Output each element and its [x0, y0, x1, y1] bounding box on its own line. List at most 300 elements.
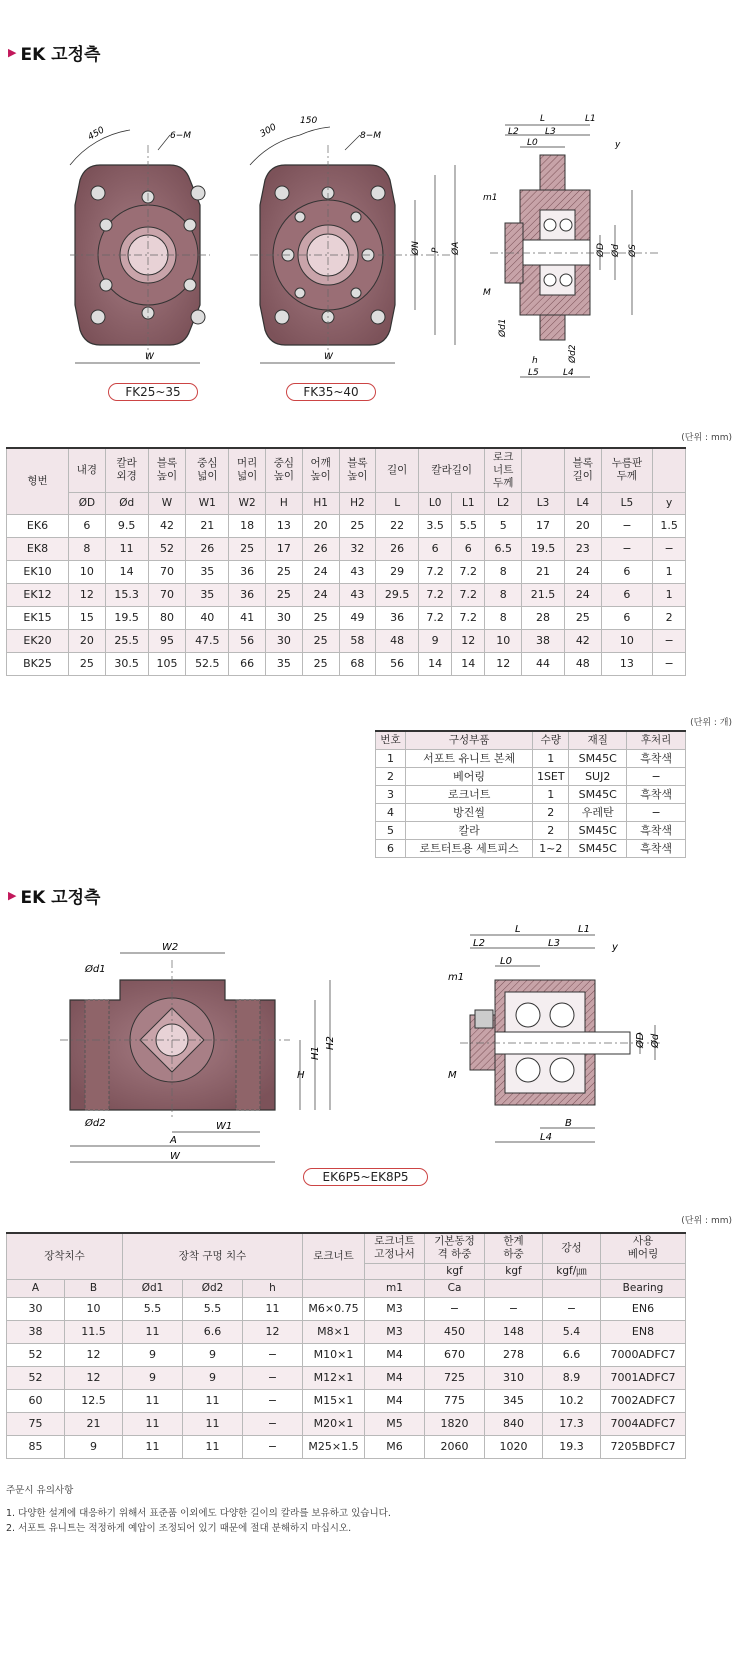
dim-d1-label: Ød1 — [498, 318, 508, 337]
table-cell: 6.5 — [485, 537, 522, 560]
table-row — [7, 629, 686, 652]
table-cell: 2 — [653, 606, 686, 629]
table-cell: 42 — [564, 629, 601, 652]
table-cell: 흑착색 — [627, 749, 686, 767]
table-cell: 56 — [229, 629, 266, 652]
table-cell: M6 — [365, 1435, 425, 1458]
order-notes — [6, 1483, 391, 1536]
ek-side-section-view — [448, 924, 661, 1143]
th-center-height: 중심 높이 — [266, 448, 303, 492]
table-cell: 26 — [376, 537, 419, 560]
th-inner-dia: 내경 — [69, 448, 106, 492]
table-cell: 7.2 — [419, 606, 452, 629]
table-cell: 1 — [376, 749, 406, 767]
table-cell: 1 — [533, 749, 569, 767]
table-cell: 7205BDFC7 — [601, 1435, 686, 1458]
table-cell: 66 — [229, 652, 266, 675]
table-cell: 1 — [653, 583, 686, 606]
mount-spec-table — [6, 1232, 686, 1459]
caption-fk25: FK25~35 — [108, 383, 198, 401]
table-row — [376, 749, 686, 767]
dim-l1-label-2: L1 — [578, 924, 590, 935]
table-cell: 17.3 — [543, 1412, 601, 1435]
table-cell: 1SET — [533, 767, 569, 785]
table-cell: SM45C — [569, 821, 627, 839]
table-cell: − — [601, 537, 652, 560]
table-cell: 11 — [123, 1320, 183, 1343]
table-cell: 24 — [564, 583, 601, 606]
table-cell: M10×1 — [303, 1343, 365, 1366]
table-cell: 52 — [7, 1343, 65, 1366]
table-cell: 12 — [69, 583, 106, 606]
table-cell: 43 — [339, 560, 376, 583]
section-title-2 — [8, 883, 100, 908]
table-cell: 25 — [266, 560, 303, 583]
table-cell: M3 — [365, 1320, 425, 1343]
table-cell: 36 — [229, 560, 266, 583]
table-cell: 20 — [302, 514, 339, 537]
table-cell: 29.5 — [376, 583, 419, 606]
table-cell: 10 — [69, 560, 106, 583]
table-cell: SM45C — [569, 749, 627, 767]
side-section-view — [483, 114, 660, 378]
table-cell: M3 — [365, 1297, 425, 1320]
width-w-label: W — [145, 352, 154, 362]
table-row — [7, 606, 686, 629]
th-shoulder-height: 어깨 높이 — [302, 448, 339, 492]
table-cell: 5.5 — [452, 514, 485, 537]
th-sym-w: W — [148, 492, 186, 514]
th-sym-h2: H2 — [339, 492, 376, 514]
table-cell: 5 — [485, 514, 522, 537]
width-w-label-2: W — [324, 352, 333, 362]
th-blank-3 — [365, 1263, 425, 1279]
th-hole-dim: 장착 구멍 치수 — [123, 1233, 303, 1279]
table-cell: 15.3 — [105, 583, 148, 606]
table-cell: 11 — [105, 537, 148, 560]
table-cell: EK8 — [7, 537, 69, 560]
table-row — [7, 537, 686, 560]
th-collar-length: 칼라길이 — [419, 448, 485, 492]
table-cell: 19.3 — [543, 1435, 601, 1458]
table-cell: 24 — [302, 560, 339, 583]
table-cell: 로크너트 — [405, 785, 532, 803]
th-dynamic-load: 기본동정 격 하중 — [425, 1233, 485, 1263]
table-cell: 25 — [339, 514, 376, 537]
table-cell: 75 — [7, 1412, 65, 1435]
table-cell: 19.5 — [522, 537, 565, 560]
table-cell: 8 — [485, 606, 522, 629]
dim-l1-label: L1 — [585, 114, 596, 124]
table-cell: M4 — [365, 1389, 425, 1412]
section-title-text: EK 고정측 — [20, 45, 101, 65]
th-qty: 수량 — [533, 731, 569, 749]
table-cell: 25 — [302, 629, 339, 652]
table-cell: 흑착색 — [627, 821, 686, 839]
th-sub-blank-2 — [485, 1279, 543, 1297]
table-cell: 20 — [69, 629, 106, 652]
notes-title: 주문시 유의사항 — [6, 1485, 74, 1496]
table-cell: 5 — [376, 821, 406, 839]
th-model: 형번 — [7, 448, 69, 514]
th-plate-thickness: 누름판 두께 — [601, 448, 652, 492]
table-row — [7, 1435, 686, 1458]
dim-da-label: ØA — [451, 241, 461, 255]
table-cell: − — [601, 514, 652, 537]
table-cell: 12 — [452, 629, 485, 652]
table-cell: 9 — [65, 1435, 123, 1458]
table-cell: EK10 — [7, 560, 69, 583]
table-cell: 25 — [229, 537, 266, 560]
table-cell: 25 — [69, 652, 106, 675]
table-cell: EK15 — [7, 606, 69, 629]
th-sub-b: B — [65, 1279, 123, 1297]
table-cell: 14 — [105, 560, 148, 583]
table-cell: 4 — [376, 803, 406, 821]
table-cell: 흑착색 — [627, 839, 686, 857]
drawing-ek6p5 — [0, 920, 740, 1170]
dim-l5-label: L5 — [528, 368, 539, 378]
table-cell: 95 — [148, 629, 186, 652]
drawing-fk-front-side — [0, 105, 740, 405]
table-cell: 24 — [564, 560, 601, 583]
table-cell: 6.6 — [543, 1343, 601, 1366]
table-cell: − — [425, 1297, 485, 1320]
dim-d-label-2: Ød — [650, 1033, 661, 1048]
th-sym-l4: L4 — [564, 492, 601, 514]
th-material: 재질 — [569, 731, 627, 749]
table-cell: 30 — [7, 1297, 65, 1320]
th-blank-4 — [601, 1263, 686, 1279]
dim-l2-label: L2 — [508, 127, 519, 137]
table-cell: 6.6 — [183, 1320, 243, 1343]
triangle-bullet-icon: ▶ — [8, 46, 17, 59]
dim-h2-label: H2 — [325, 1036, 336, 1050]
table-row — [376, 767, 686, 785]
table-cell: 10 — [601, 629, 652, 652]
hole-8m-label: 8−M — [360, 131, 382, 141]
table-cell: 52.5 — [186, 652, 229, 675]
th-sym-h: H — [266, 492, 303, 514]
dim-d-label: Ød — [611, 244, 621, 257]
table-cell: 7.2 — [452, 583, 485, 606]
table-cell: SM45C — [569, 785, 627, 803]
table-cell: BK25 — [7, 652, 69, 675]
th-block-height-2: 블록 높이 — [339, 448, 376, 492]
hole-6m-label: 6−M — [170, 131, 192, 141]
th-sub-bearing: Bearing — [601, 1279, 686, 1297]
table-cell: 19.5 — [105, 606, 148, 629]
table-cell: 11 — [183, 1412, 243, 1435]
table-cell: 24 — [302, 583, 339, 606]
table-cell: 6 — [601, 583, 652, 606]
table-cell: 15 — [69, 606, 106, 629]
table-cell: 22 — [376, 514, 419, 537]
dim-h-label-2: H — [297, 1070, 305, 1081]
table-cell: 60 — [7, 1389, 65, 1412]
table-cell: 18 — [229, 514, 266, 537]
th-sym-l2: L2 — [485, 492, 522, 514]
table-cell: 11 — [123, 1389, 183, 1412]
table-cell: 41 — [229, 606, 266, 629]
th-unit-kgf-1: kgf — [425, 1263, 485, 1279]
table-cell: M8×1 — [303, 1320, 365, 1343]
table-cell: 7.2 — [452, 606, 485, 629]
table-cell: 35 — [186, 583, 229, 606]
table-cell: 14 — [452, 652, 485, 675]
table-cell: 1~2 — [533, 839, 569, 857]
table-row — [376, 821, 686, 839]
section-title-text-2: EK 고정측 — [20, 888, 101, 908]
table-cell: 21 — [186, 514, 229, 537]
th-sub-m1: m1 — [365, 1279, 425, 1297]
table-cell: 6 — [452, 537, 485, 560]
dim-h-label: h — [532, 356, 538, 366]
dim-l4-label-2: L4 — [540, 1132, 552, 1143]
table-row — [7, 1343, 686, 1366]
section-title-1 — [8, 40, 100, 65]
table-cell: 35 — [266, 652, 303, 675]
table-cell: 5.4 — [543, 1320, 601, 1343]
table-cell: 9 — [419, 629, 452, 652]
table-cell: 7.2 — [452, 560, 485, 583]
angle-150-label: 150 — [300, 116, 318, 126]
table-cell: 서포트 유니트 본체 — [405, 749, 532, 767]
table-cell: − — [653, 652, 686, 675]
table-cell: − — [485, 1297, 543, 1320]
table-cell: 2060 — [425, 1435, 485, 1458]
table-cell: 21 — [65, 1412, 123, 1435]
dim-d1-label-2: Ød1 — [85, 964, 106, 975]
dim-m-label-2: M — [448, 1070, 457, 1081]
table-cell: 30 — [266, 606, 303, 629]
table-cell: 25 — [302, 652, 339, 675]
table-cell: 11 — [183, 1435, 243, 1458]
table-cell: 70 — [148, 560, 186, 583]
fk25-front-view — [70, 125, 210, 363]
dim-y-label-2: y — [612, 942, 618, 953]
th-blank — [522, 448, 565, 492]
angle-450-label: 450 — [86, 125, 107, 143]
dim-l4-label: L4 — [563, 368, 574, 378]
dim-dd-label-2: ØD — [635, 1032, 646, 1048]
table-cell: 68 — [339, 652, 376, 675]
caption-fk35: FK35~40 — [286, 383, 376, 401]
table-cell: 14 — [419, 652, 452, 675]
table-cell: 13 — [601, 652, 652, 675]
table-cell: 17 — [522, 514, 565, 537]
triangle-bullet-icon-2: ▶ — [8, 889, 17, 902]
th-mount-dim: 장착치수 — [7, 1233, 123, 1279]
table-cell: 32 — [339, 537, 376, 560]
dim-y-label: y — [615, 140, 621, 150]
th-sym-w1: W1 — [186, 492, 229, 514]
table-cell: 20 — [564, 514, 601, 537]
table-cell: 85 — [7, 1435, 65, 1458]
caption-ek6p5: EK6P5~EK8P5 — [303, 1168, 428, 1186]
dim-dd-label: ØD — [596, 242, 606, 257]
th-sym-w2: W2 — [229, 492, 266, 514]
th-rigidity: 강성 — [543, 1233, 601, 1263]
fk35-front-view — [250, 116, 461, 363]
table-cell: 17 — [266, 537, 303, 560]
table-cell: 우레탄 — [569, 803, 627, 821]
table-cell: EK12 — [7, 583, 69, 606]
table-cell: 7002ADFC7 — [601, 1389, 686, 1412]
table-cell: 38 — [7, 1320, 65, 1343]
ek-block-front-view — [60, 942, 336, 1162]
th-collar-od: 칼라 외경 — [105, 448, 148, 492]
note-item-2: 2. 서포트 유니트는 적정하게 예압이 조정되어 있기 때문에 절대 분해하지 마십시오. — [6, 1523, 352, 1534]
table-cell: EN8 — [601, 1320, 686, 1343]
th-center-width: 중심 넓이 — [186, 448, 229, 492]
th-head-width: 머리 넓이 — [229, 448, 266, 492]
table-cell: 105 — [148, 652, 186, 675]
table-cell: 7001ADFC7 — [601, 1366, 686, 1389]
dim-a-label: A — [170, 1135, 177, 1146]
table-row — [7, 514, 686, 537]
spec-table-ek — [6, 447, 686, 676]
table-cell: 로트터트용 세트피스 — [405, 839, 532, 857]
table-row — [7, 583, 686, 606]
table-cell: 40 — [186, 606, 229, 629]
th-locknut-thickness: 로크 너트 두께 — [485, 448, 522, 492]
table-cell: M20×1 — [303, 1412, 365, 1435]
table-cell: SUJ2 — [569, 767, 627, 785]
th-locknut-screw: 로크너트 고정나서 — [365, 1233, 425, 1263]
th-locknut: 로크너트 — [303, 1233, 365, 1279]
table-cell: 1.5 — [653, 514, 686, 537]
table-cell: M6×0.75 — [303, 1297, 365, 1320]
table-cell: 칼라 — [405, 821, 532, 839]
table-cell: 10 — [485, 629, 522, 652]
table-cell: 6 — [419, 537, 452, 560]
table-cell: 9 — [183, 1366, 243, 1389]
table-cell: 11 — [243, 1297, 303, 1320]
table-cell: 9 — [123, 1343, 183, 1366]
parts-table — [375, 730, 686, 858]
table-cell: 8 — [69, 537, 106, 560]
table-row — [7, 1412, 686, 1435]
table-cell: − — [243, 1343, 303, 1366]
table-cell: 2 — [533, 821, 569, 839]
table-cell: 1 — [653, 560, 686, 583]
table-cell: 3.5 — [419, 514, 452, 537]
table-cell: 148 — [485, 1320, 543, 1343]
table-cell: 70 — [148, 583, 186, 606]
table-cell: 10 — [65, 1297, 123, 1320]
th-sym-l3: L3 — [522, 492, 565, 514]
th-part-no: 번호 — [376, 731, 406, 749]
th-sym-y: y — [653, 492, 686, 514]
dim-h1-label: H1 — [310, 1046, 321, 1060]
th-blank-2 — [653, 448, 686, 492]
table-cell: 52 — [148, 537, 186, 560]
table-cell: 58 — [339, 629, 376, 652]
th-sub-d2: Ød2 — [183, 1279, 243, 1297]
table-cell: 30 — [266, 629, 303, 652]
dim-w2-label: W2 — [162, 942, 179, 953]
table-cell: 44 — [522, 652, 565, 675]
th-sym-d: Ød — [105, 492, 148, 514]
table-cell: − — [627, 803, 686, 821]
table-cell: − — [243, 1435, 303, 1458]
dim-dn-label: ØN — [411, 241, 421, 255]
table-cell: 775 — [425, 1389, 485, 1412]
table-row — [376, 785, 686, 803]
table-cell: 1 — [533, 785, 569, 803]
angle-300-label: 300 — [258, 122, 279, 140]
table-cell: 26 — [302, 537, 339, 560]
table-cell: 12.5 — [65, 1389, 123, 1412]
table-cell: 6 — [69, 514, 106, 537]
th-sub-blank-3 — [543, 1279, 601, 1297]
th-finish: 후처리 — [627, 731, 686, 749]
table-cell: 12 — [485, 652, 522, 675]
th-sym-d-outer: ØD — [69, 492, 106, 514]
dim-l3-label-2: L3 — [548, 938, 560, 949]
table-cell: − — [243, 1412, 303, 1435]
table-cell: 26 — [186, 537, 229, 560]
table-cell: 840 — [485, 1412, 543, 1435]
table-cell: 7.2 — [419, 560, 452, 583]
th-sym-h1: H1 — [302, 492, 339, 514]
dim-w-label-3: W — [170, 1151, 180, 1162]
table-cell: 36 — [229, 583, 266, 606]
table-cell: M15×1 — [303, 1389, 365, 1412]
th-sub-a: A — [7, 1279, 65, 1297]
table-cell: M4 — [365, 1343, 425, 1366]
table-cell: 7.2 — [419, 583, 452, 606]
dim-l-label: L — [540, 114, 546, 124]
th-sym-l1: L1 — [452, 492, 485, 514]
table1-unit: (단위 : mm) — [681, 433, 732, 443]
table-cell: 13 — [266, 514, 303, 537]
dim-m1-label: m1 — [483, 193, 498, 203]
table-row — [376, 839, 686, 857]
dim-p-label: P — [431, 247, 441, 253]
th-block-length: 블록 길이 — [564, 448, 601, 492]
table3-unit: (단위 : mm) — [681, 1216, 732, 1226]
table-cell: 11 — [123, 1435, 183, 1458]
table-cell: 35 — [186, 560, 229, 583]
table-cell: M4 — [365, 1366, 425, 1389]
table-cell: 43 — [339, 583, 376, 606]
table2-unit: (단위 : 개) — [690, 718, 732, 728]
table-cell: EK20 — [7, 629, 69, 652]
table-cell: M25×1.5 — [303, 1435, 365, 1458]
dim-l2-label-2: L2 — [473, 938, 485, 949]
table-cell: 7004ADFC7 — [601, 1412, 686, 1435]
th-part-name: 구성부품 — [405, 731, 532, 749]
table-cell: 6 — [601, 606, 652, 629]
table-row — [7, 1297, 686, 1320]
table-cell: 3 — [376, 785, 406, 803]
table-cell: 30.5 — [105, 652, 148, 675]
table-cell: 49 — [339, 606, 376, 629]
th-sub-ca: Ca — [425, 1279, 485, 1297]
table-cell: 23 — [564, 537, 601, 560]
table-cell: 6 — [601, 560, 652, 583]
table-cell: − — [243, 1366, 303, 1389]
dim-d2-label: Ød2 — [568, 344, 578, 363]
table-cell: 21 — [522, 560, 565, 583]
table-cell: 흑착색 — [627, 785, 686, 803]
table-cell: − — [543, 1297, 601, 1320]
table-cell: EK6 — [7, 514, 69, 537]
table-cell: 725 — [425, 1366, 485, 1389]
table-cell: 52 — [7, 1366, 65, 1389]
